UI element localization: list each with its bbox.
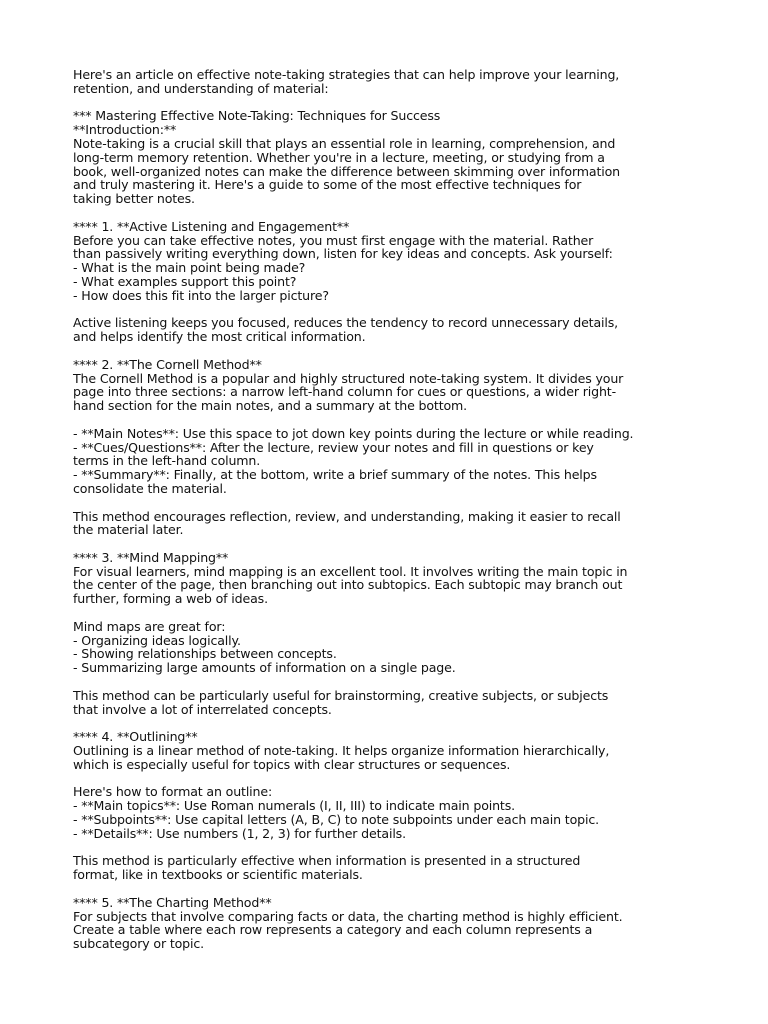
text-line: format, like in textbooks or scientific materials.: [73, 867, 363, 883]
text-line: The Cornell Method is a popular and highly structured note-taking system. It divides your: [73, 370, 624, 386]
cornell-summary: [73, 510, 713, 538]
active-listening-paragraph: [73, 234, 713, 303]
text-line: Mind maps are great for:: [73, 618, 226, 634]
active-listening-summary: [73, 316, 713, 344]
section-heading-mind-mapping: [73, 551, 713, 565]
text-line: consolidate the material.: [73, 480, 227, 496]
text-line: - How does this fit into the larger picture?: [73, 287, 329, 303]
text-line: - What examples support this point?: [73, 273, 297, 289]
intro-paragraph: [73, 68, 713, 96]
text-line: - What is the main point being made?: [73, 260, 306, 276]
paragraph-gap: [73, 303, 713, 317]
text-line: the center of the page, then branching out into subtopics. Each subtopic may branch out: [73, 577, 623, 593]
paragraph-gap: [73, 413, 713, 427]
section-heading-cornell: [73, 358, 713, 372]
paragraph-gap: [73, 772, 713, 786]
text-line: - **Summary**: Finally, at the bottom, write a brief summary of the notes. This helps: [73, 467, 597, 483]
text-line: - **Main Notes**: Use this space to jot down key points during the lecture or while reading.: [73, 425, 634, 441]
text-line: *** Mastering Effective Note-Taking: Techniques for Success: [73, 108, 441, 124]
text-line: which is especially useful for topics with clear structures or sequences.: [73, 756, 511, 772]
paragraph-gap: [73, 841, 713, 855]
mind-mapping-list: [73, 620, 713, 675]
outlining-summary: [73, 854, 713, 882]
charting-paragraph: [73, 910, 713, 951]
text-line: subcategory or topic.: [73, 936, 204, 952]
text-line: that involve a lot of interrelated concepts.: [73, 701, 332, 717]
paragraph-gap: [73, 206, 713, 220]
section-heading-outlining: [73, 730, 713, 744]
cornell-list: [73, 427, 713, 496]
text-line: book, well-organized notes can make the difference between skimming over information: [73, 163, 620, 179]
article-title: [73, 109, 713, 123]
text-line: - Summarizing large amounts of information on a single page.: [73, 660, 456, 676]
text-line: This method is particularly effective when information is presented in a structured: [73, 853, 581, 869]
text-line: the material later.: [73, 522, 184, 538]
text-line: For subjects that involve comparing facts or data, the charting method is highly efficient.: [73, 908, 623, 924]
mind-mapping-paragraph: [73, 565, 713, 606]
text-line: Here's an article on effective note-taking strategies that can help improve your learning,: [73, 67, 620, 82]
section-heading-charting: [73, 896, 713, 910]
text-line: Note-taking is a crucial skill that plays an essential role in learning, comprehension, and: [73, 135, 616, 151]
text-line: terms in the left-hand column.: [73, 453, 261, 469]
text-line: than passively writing everything down, listen for key ideas and concepts. Ask yourself:: [73, 246, 613, 262]
text-line: Active listening keeps you focused, reduces the tendency to record unnecessary details,: [73, 315, 618, 331]
text-line: This method encourages reflection, review, and understanding, making it easier to recall: [73, 508, 621, 524]
paragraph-gap: [73, 675, 713, 689]
text-line: Before you can take effective notes, you must first engage with the material. Rather: [73, 232, 594, 248]
text-line: **Introduction:**: [73, 122, 177, 138]
cornell-paragraph: [73, 372, 713, 413]
outlining-paragraph: [73, 744, 713, 772]
text-line: For visual learners, mind mapping is an excellent tool. It involves writing the main topic in: [73, 563, 628, 579]
text-line: **** 1. **Active Listening and Engagement**: [73, 218, 350, 234]
document-page: [73, 68, 713, 951]
text-line: and truly mastering it. Here's a guide to some of the most effective techniques for: [73, 177, 582, 193]
paragraph-gap: [73, 496, 713, 510]
mind-mapping-summary: [73, 689, 713, 717]
text-line: **** 5. **The Charting Method**: [73, 894, 272, 910]
text-line: - **Details**: Use numbers (1, 2, 3) for further details.: [73, 825, 406, 841]
text-line: - Organizing ideas logically.: [73, 632, 241, 648]
text-line: This method can be particularly useful for brainstorming, creative subjects, or subjects: [73, 687, 609, 703]
text-line: Here's how to format an outline:: [73, 784, 273, 800]
text-line: page into three sections: a narrow left-hand column for cues or questions, a wider right-: [73, 384, 616, 400]
text-line: **** 2. **The Cornell Method**: [73, 356, 262, 372]
text-line: retention, and understanding of material:: [73, 80, 329, 96]
text-line: - **Main topics**: Use Roman numerals (I, II, III) to indicate main points.: [73, 798, 515, 814]
text-line: hand section for the main notes, and a summary at the bottom.: [73, 398, 468, 414]
text-line: - Showing relationships between concepts.: [73, 646, 337, 662]
text-line: **** 4. **Outlining**: [73, 729, 198, 745]
introduction-heading: [73, 123, 713, 137]
introduction-paragraph: [73, 137, 713, 206]
text-line: further, forming a web of ideas.: [73, 591, 268, 607]
text-line: - **Cues/Questions**: After the lecture, review your notes and fill in questions or key: [73, 439, 594, 455]
outlining-list: [73, 785, 713, 840]
paragraph-gap: [73, 96, 713, 110]
paragraph-gap: [73, 606, 713, 620]
text-line: Create a table where each row represents a category and each column represents a: [73, 922, 593, 938]
text-line: Outlining is a linear method of note-taking. It helps organize information hierarchically,: [73, 743, 610, 759]
paragraph-gap: [73, 716, 713, 730]
text-line: and helps identify the most critical information.: [73, 329, 366, 345]
section-heading-active-listening: [73, 220, 713, 234]
paragraph-gap: [73, 537, 713, 551]
text-line: **** 3. **Mind Mapping**: [73, 549, 229, 565]
text-line: long-term memory retention. Whether you're in a lecture, meeting, or studying from a: [73, 149, 605, 165]
paragraph-gap: [73, 882, 713, 896]
text-line: taking better notes.: [73, 191, 195, 207]
paragraph-gap: [73, 344, 713, 358]
text-line: - **Subpoints**: Use capital letters (A, B, C) to note subpoints under each main topic.: [73, 812, 599, 828]
